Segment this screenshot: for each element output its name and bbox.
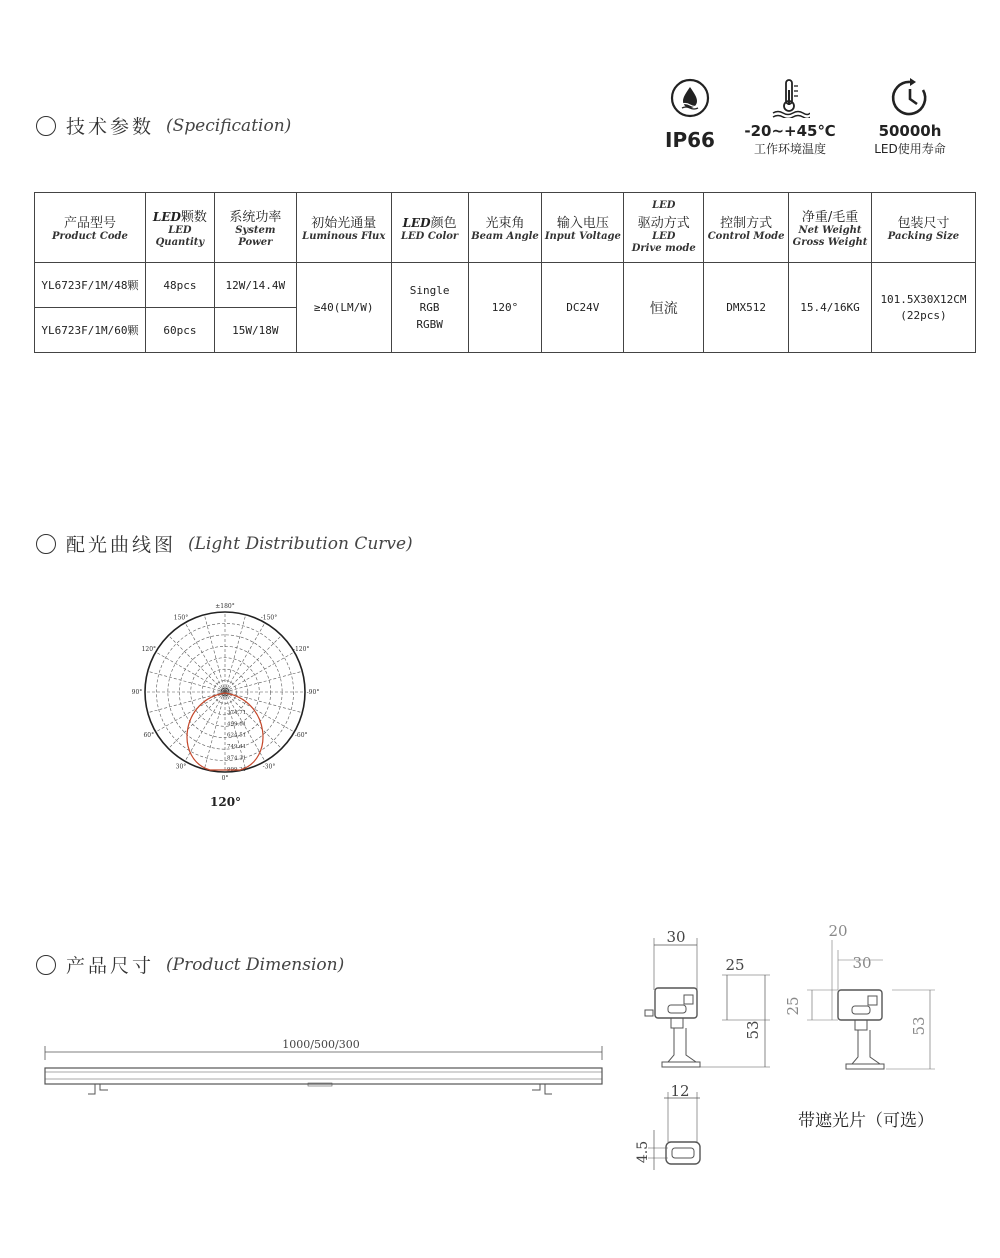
cell-angle: 120° bbox=[468, 263, 542, 353]
header-weight: 净重/毛重 Net Weight Gross Weight bbox=[789, 193, 872, 263]
cell-power: 12W/14.4W bbox=[214, 263, 296, 308]
header-drive-mode: LED 驱动方式 LED Drive mode bbox=[624, 193, 704, 263]
angle-label: -60° bbox=[294, 732, 308, 739]
ip-value: IP66 bbox=[665, 128, 715, 152]
bracket-height-label: 4.5 bbox=[635, 1140, 651, 1164]
header-led-color: LED颜色 LED Color bbox=[391, 193, 468, 263]
cell-packing: 101.5X30X12CM (22pcs) bbox=[871, 263, 975, 353]
temperature-label: 工作环境温度 bbox=[753, 142, 826, 156]
ring-label: 874.31 bbox=[227, 755, 247, 762]
angle-label: -90° bbox=[306, 689, 320, 696]
angle-label: -150° bbox=[260, 614, 278, 622]
header-system-power: 系统功率 System Power bbox=[214, 193, 296, 263]
angle-label: -120° bbox=[292, 646, 310, 653]
cell-drive: 恒流 bbox=[624, 263, 704, 353]
cell-flux: ≥40(LM/W) bbox=[296, 263, 391, 353]
ring-label: 749.41 bbox=[227, 744, 247, 751]
cell-colors: Single RGB RGBW bbox=[391, 263, 468, 353]
cell-voltage: DC24V bbox=[542, 263, 624, 353]
side-height-label: 53 bbox=[744, 1020, 762, 1040]
ring-label: 374.71 bbox=[227, 709, 247, 716]
cell-code: YL6723F/1M/60颗 bbox=[35, 308, 146, 353]
header-product-code: 产品型号 Product Code bbox=[35, 193, 146, 263]
angle-label: 120° bbox=[141, 646, 157, 653]
shade-height-label: 53 bbox=[910, 1016, 928, 1036]
cell-qty: 48pcs bbox=[145, 263, 214, 308]
curve-title-en: (Light Distribution Curve) bbox=[188, 533, 413, 554]
ring-label: 499.61 bbox=[227, 721, 247, 728]
angle-label: -30° bbox=[262, 763, 276, 771]
angle-label: 150° bbox=[173, 614, 189, 622]
header-beam-angle: 光束角 Beam Angle bbox=[468, 193, 542, 263]
ring-label: 999.21 bbox=[227, 767, 247, 773]
length-label: 1000/500/300 bbox=[282, 1038, 360, 1051]
cell-power: 15W/18W bbox=[214, 308, 296, 353]
spec-title-zh: 技术参数 bbox=[66, 116, 155, 138]
side-width-label: 30 bbox=[666, 928, 686, 946]
cell-code: YL6723F/1M/48颗 bbox=[35, 263, 146, 308]
bar-drawing bbox=[45, 1046, 602, 1094]
lifetime-label: LED使用寿命 bbox=[874, 142, 946, 156]
angle-label: 60° bbox=[143, 732, 155, 739]
angle-label: ±180° bbox=[215, 603, 235, 610]
cell-qty: 60pcs bbox=[145, 308, 214, 353]
header-control-mode: 控制方式 Control Mode bbox=[704, 193, 789, 263]
shade-note: 带遮光片（可选） bbox=[798, 1111, 934, 1131]
spec-title-en: (Specification) bbox=[166, 115, 292, 136]
shade-left-label: 25 bbox=[784, 996, 802, 1016]
header-input-voltage: 输入电压 Input Voltage bbox=[542, 193, 624, 263]
bracket-width-label: 12 bbox=[670, 1082, 690, 1100]
ring-label: 624.51 bbox=[227, 732, 247, 739]
dimension-title-zh: 产品尺寸 bbox=[66, 955, 155, 977]
side-top-label: 25 bbox=[725, 956, 745, 974]
temperature-value: -20~+45℃ bbox=[744, 122, 836, 140]
header-packing-size: 包装尺寸 Packing Size bbox=[871, 193, 975, 263]
cell-weight: 15.4/16KG bbox=[789, 263, 872, 353]
shade-width-label: 30 bbox=[852, 954, 872, 972]
header-luminous-flux: 初始光通量 Luminous Flux bbox=[296, 193, 391, 263]
header-led-quantity: LED颗数 LED Quantity bbox=[145, 193, 214, 263]
curve-caption: 120° bbox=[210, 795, 242, 809]
cell-control: DMX512 bbox=[704, 263, 789, 353]
angle-label: 90° bbox=[131, 689, 143, 696]
angle-label: 30° bbox=[175, 763, 187, 771]
curve-title-zh: 配光曲线图 bbox=[66, 534, 177, 556]
lifetime-value: 50000h bbox=[878, 122, 942, 140]
side-view-drawing bbox=[645, 938, 770, 1067]
angle-label: 0° bbox=[221, 775, 229, 782]
shade-top-label: 20 bbox=[828, 922, 848, 940]
dimension-title-en: (Product Dimension) bbox=[166, 954, 345, 975]
bracket-drawing bbox=[648, 1092, 700, 1170]
